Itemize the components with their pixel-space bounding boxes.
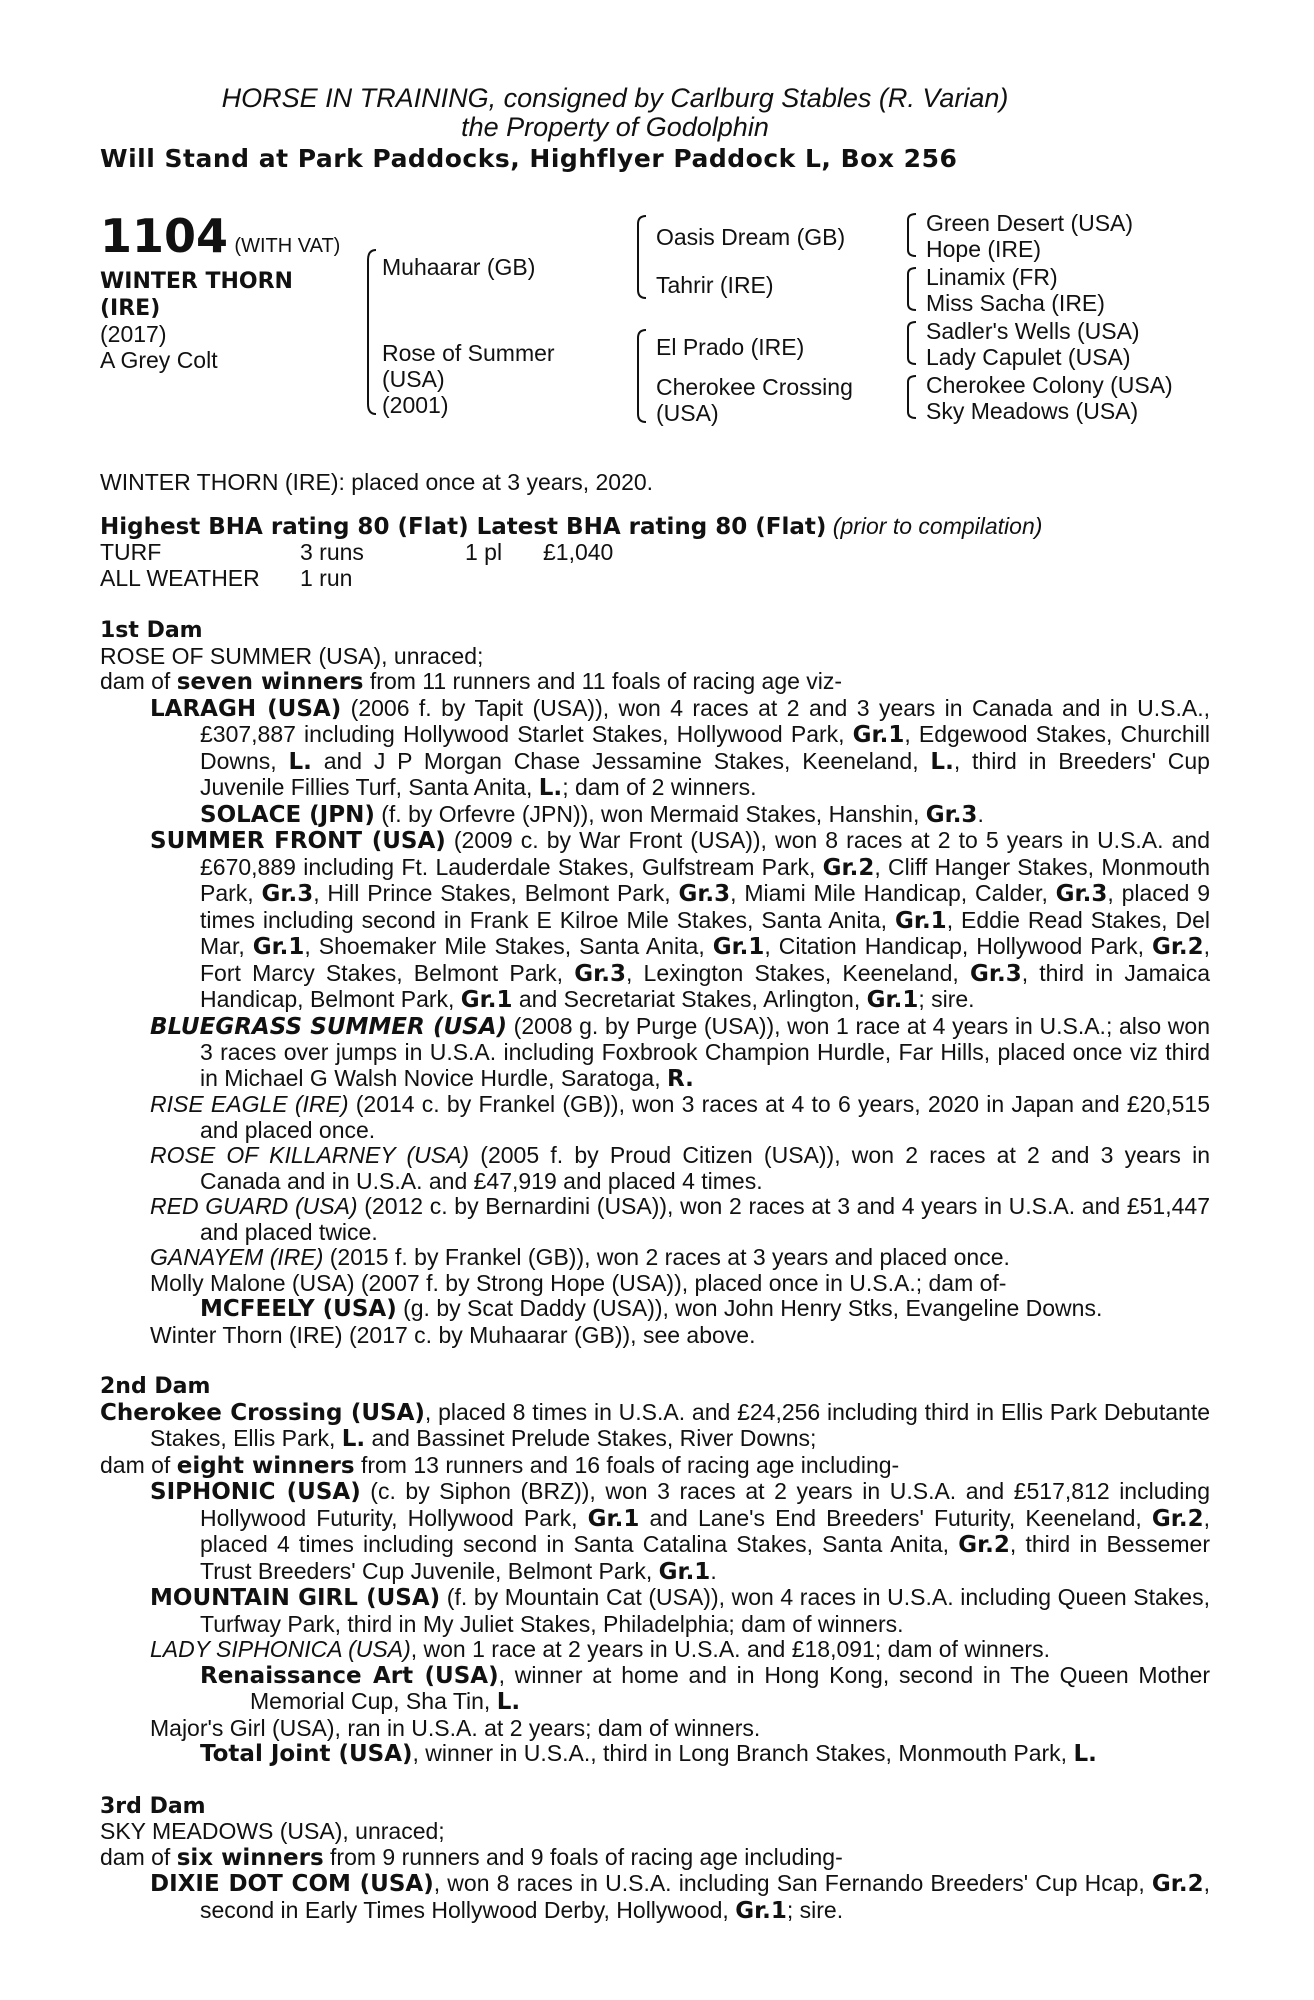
- entry-solace: SOLACE (JPN) (f. by Orfevre (JPN)), won Mermaid Stakes, Hanshin, Gr.3.: [200, 800, 984, 828]
- turf-label: TURF: [100, 539, 162, 565]
- entry-siphonic: SIPHONIC (USA) (c. by Siphon (BRZ)), won 3 races at 2 years in U.S.A. and £517,812 including Hollywood Futurity, Hollywood Park, Gr.1 and Lane's End Breeders' Futurity, Keeneland, Gr.2, placed 4 times including second in Santa Catalina Stakes, Santa Anita, Gr.2, third in Bessemer Trust Breeders' Cup Juvenile, Belmont Park, Gr.1.: [150, 1478, 1210, 1585]
- third-dam-line: SKY MEADOWS (USA), unraced;: [100, 1818, 445, 1844]
- gg-brace-1: [904, 212, 918, 258]
- entry-mcfeely: MCFEELY (USA) (g. by Scat Daddy (USA)), won John Henry Stks, Evangeline Downs.: [200, 1295, 1103, 1322]
- dam-sire: El Prado (IRE): [656, 334, 805, 360]
- dam-line2: (USA): [382, 366, 445, 392]
- turf-record: [100, 540, 1210, 566]
- sire-sire: Oasis Dream (GB): [656, 224, 846, 250]
- sire-dam-sire: Linamix (FR): [926, 264, 1058, 290]
- gg-brace-2: [904, 266, 918, 312]
- property-line: the Property of Godolphin: [461, 112, 769, 142]
- entry-total-joint: Total Joint (USA), winner in U.S.A., third in Long Branch Stakes, Monmouth Park, L.: [200, 1740, 1097, 1767]
- dam-line3: (2001): [382, 392, 449, 418]
- aw-record: [100, 566, 1210, 592]
- ratings-note: (prior to compilation): [832, 512, 1043, 539]
- third-dam-heading: 3rd Dam: [100, 1793, 206, 1819]
- stand-location-line: Will Stand at Park Paddocks, Highflyer Paddock L, Box 256: [100, 144, 958, 173]
- sire: Muhaarar (GB): [382, 254, 536, 280]
- entry-majors-girl: Major's Girl (USA), ran in U.S.A. at 2 years; dam of winners.: [150, 1714, 761, 1741]
- first-dam-heading: 1st Dam: [100, 618, 203, 643]
- sire-parents-brace: [634, 214, 648, 300]
- consignor-line: HORSE IN TRAINING, consigned by Carlburg Stables (R. Varian): [221, 83, 1009, 113]
- sire-sire-sire: Green Desert (USA): [926, 210, 1134, 236]
- dam-dam-sire: Cherokee Colony (USA): [926, 372, 1173, 398]
- dam-sire-dam: Lady Capulet (USA): [926, 344, 1131, 370]
- dam-sire-sire: Sadler's Wells (USA): [926, 318, 1140, 344]
- sire-sire-dam: Hope (IRE): [926, 236, 1042, 262]
- entry-bluegrass-summer: BLUEGRASS SUMMER (USA) (2008 g. by Purge (USA)), won 1 race at 4 years in U.S.A.; also won 3 races over jumps in U.S.A. including Foxbrook Champion Hurdle, Far Hills, placed once viz third in Michael G Walsh Novice Hurdle, Saratoga, R.: [150, 1012, 1210, 1092]
- entry-red-guard: RED GUARD (USA) (2012 c. by Bernardini (USA)), won 2 races at 3 and 4 years in U.S.A. and £51,447 and placed twice.: [150, 1193, 1210, 1245]
- lot-number: 1104: [100, 209, 229, 263]
- horse-name: WINTER THORN: [100, 269, 293, 294]
- entry-ganayem: GANAYEM (IRE) (2015 f. by Frankel (GB)), won 2 races at 3 years and placed once.: [150, 1244, 1010, 1270]
- dam-parents-brace: [634, 328, 648, 424]
- ratings-bold: Highest BHA rating 80 (Flat) Latest BHA rating 80 (Flat): [100, 513, 827, 540]
- vat-note: (WITH VAT): [234, 235, 341, 257]
- sire-dam-brace: [364, 248, 378, 416]
- second-dam-heading: 2nd Dam: [100, 1374, 211, 1399]
- dam-dam-dam: Sky Meadows (USA): [926, 398, 1139, 424]
- ratings-line: [100, 514, 1210, 541]
- entry-laragh: LARAGH (USA) (2006 f. by Tapit (USA)), won 4 races at 2 and 3 years in Canada and in U.S.A., £307,887 including Hollywood Starlet Stakes, Hollywood Park, Gr.1, Edgewood Stakes, Churchill Downs, L. and J P Morgan Chase Jessamine Stakes, Keeneland, L., third in Breeders' Cup Juvenile Fillies Turf, Santa Anita, L.; dam of 2 winners.: [150, 694, 1210, 801]
- gg-brace-4: [904, 374, 918, 420]
- entry-summer-front: SUMMER FRONT (USA) (2009 c. by War Front (USA)), won 8 races at 2 to 5 years in U.S.A. and £670,889 including Ft. Lauderdale Stakes, Gulfstream Park, Gr.2, Cliff Hanger Stakes, Monmouth Park, Gr.3, Hill Prince Stakes, Belmont Park, Gr.3, Miami Mile Handicap, Calder, Gr.3, placed 9 times including second in Frank E Kilroe Mile Stakes, Santa Anita, Gr.1, Eddie Read Stakes, Del Mar, Gr.1, Shoemaker Mile Stakes, Santa Anita, Gr.1, Citation Handicap, Hollywood Park, Gr.2, Fort Marcy Stakes, Belmont Park, Gr.3, Lexington Stakes, Keeneland, Gr.3, third in Jamaica Handicap, Belmont Park, Gr.1 and Secretariat Stakes, Arlington, Gr.1; sire.: [150, 827, 1211, 1013]
- entry-lady-siphonica: LADY SIPHONICA (USA), won 1 race at 2 years in U.S.A. and £18,091; dam of winners.: [150, 1636, 1050, 1662]
- aw-runs: 1 run: [300, 564, 353, 591]
- dam-line1: Rose of Summer: [382, 340, 555, 366]
- foaling-year: (2017): [100, 321, 167, 347]
- entry-dixie-dot-com: DIXIE DOT COM (USA), won 8 races in U.S.A. including San Fernando Breeders' Cup Hcap, Gr.2, second in Early Times Hollywood Derby, Hollywood, Gr.1; sire.: [150, 1870, 1210, 1924]
- entry-mountain-girl: MOUNTAIN GIRL (USA) (f. by Mountain Cat (USA)), won 4 races in U.S.A. including Queen Stakes, Turfway Park, third in My Juliet Stakes, Philadelphia; dam of winners.: [150, 1584, 1210, 1637]
- second-dam-intro: dam of eight winners from 13 runners and 16 foals of racing age including-: [100, 1451, 900, 1479]
- aw-label: ALL WEATHER: [100, 564, 260, 591]
- turf-runs: 3 runs: [300, 539, 364, 565]
- entry-renaissance-art: Renaissance Art (USA), winner at home and in Hong Kong, second in The Queen Mother Memorial Cup, Sha Tin, L.: [200, 1661, 1210, 1715]
- first-dam-intro: dam of seven winners from 11 runners and 11 foals of racing age viz-: [100, 668, 843, 695]
- sire-dam-dam: Miss Sacha (IRE): [926, 290, 1105, 316]
- first-dam-line: ROSE OF SUMMER (USA), unraced;: [100, 642, 484, 669]
- dam-dam-line1: Cherokee Crossing: [656, 374, 853, 400]
- turf-placed: 1 pl: [465, 539, 503, 565]
- horse-description: A Grey Colt: [100, 346, 218, 373]
- race-summary: WINTER THORN (IRE): placed once at 3 years, 2020.: [100, 469, 654, 495]
- pedigree-block: [100, 210, 1210, 470]
- sire-dam: Tahrir (IRE): [656, 272, 774, 298]
- turf-earnings: £1,040: [543, 539, 614, 565]
- second-dam-line: Cherokee Crossing (USA), placed 8 times in U.S.A. and £24,256 including third in Ellis Park Debutante Stakes, Ellis Park, L. and Bassinet Prelude Stakes, River Downs;: [100, 1398, 1211, 1452]
- lot-info: [100, 210, 340, 373]
- dam-dam-line2: (USA): [656, 400, 719, 426]
- catalogue-page: [100, 84, 1210, 1924]
- entry-molly-malone: Molly Malone (USA) (2007 f. by Strong Hope (USA)), placed once in U.S.A.; dam of-: [150, 1269, 1007, 1296]
- gg-brace-3: [904, 320, 918, 366]
- entry-rise-eagle: RISE EAGLE (IRE) (2014 c. by Frankel (GB)), won 3 races at 4 to 6 years, 2020 in Japan and £20,515 and placed once.: [150, 1091, 1211, 1143]
- third-dam-intro: dam of six winners from 9 runners and 9 foals of racing age including-: [100, 1843, 843, 1871]
- entry-rose-of-killarney: ROSE OF KILLARNEY (USA) (2005 f. by Proud Citizen (USA)), won 2 races at 2 and 3 years in Canada and in U.S.A. and £47,919 and placed 4 times.: [150, 1142, 1210, 1194]
- entry-winter-thorn: Winter Thorn (IRE) (2017 c. by Muhaarar (GB)), see above.: [150, 1321, 756, 1348]
- horse-origin: (IRE): [100, 296, 161, 321]
